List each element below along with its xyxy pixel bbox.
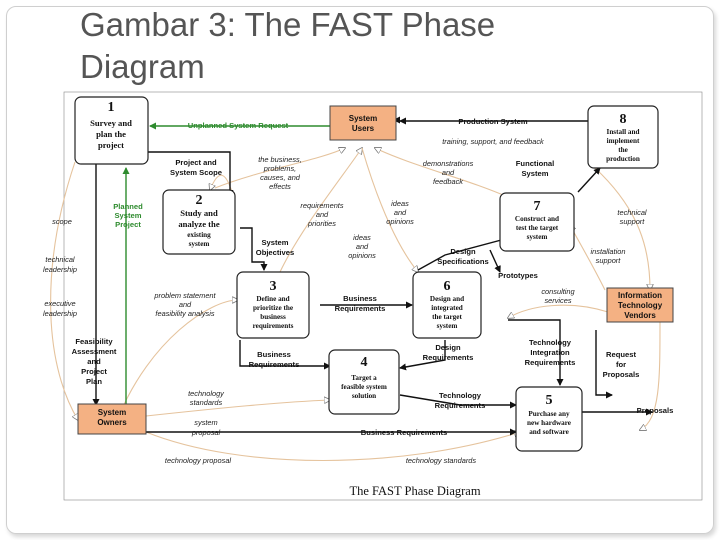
phase-8-line3: the (618, 146, 628, 154)
business-req-c-label: Business Requirements (360, 428, 448, 437)
consulting-services-line1: consulting (541, 287, 575, 296)
functional-system-line1: Functional (515, 159, 555, 168)
system-objectives-line2: Objectives (255, 248, 295, 257)
phase-3-box (237, 272, 309, 338)
planned-project-line2: System (114, 211, 142, 220)
phase-7-line1: Construct and (514, 215, 560, 223)
technical-support-line2: support (619, 217, 645, 226)
ideas-opinions-2-line3: opinions (348, 251, 376, 260)
technology-standards-b-label: technology standards (405, 456, 477, 465)
phase-1-box (75, 97, 148, 164)
feasibility-line1: Feasibility (75, 337, 113, 346)
technology-proposal-label: technology proposal (164, 456, 232, 465)
phase-5-line3: and software (529, 428, 569, 436)
it-vendors-line2: Technology (617, 301, 663, 310)
installation-support-line2: support (595, 256, 621, 265)
problem-statement-line2: and (178, 300, 192, 309)
tech-integration-line2: Integration (530, 348, 570, 357)
it-vendors-box (607, 288, 673, 322)
phase-2-box (163, 190, 235, 254)
phase-3-line4: requirements (252, 322, 294, 330)
installation-support-line1: installation (590, 247, 626, 256)
functional-system-line2: System (521, 169, 549, 178)
demonstrations-line3: feedback (433, 177, 463, 186)
tech-requirements-line1: Technology (438, 391, 482, 400)
demonstrations-line1: demonstrations (422, 159, 474, 168)
phase-2-line1: Study and (180, 208, 218, 218)
slide-title-line2: Diagram (80, 48, 205, 85)
it-vendors-line1: Information (618, 291, 662, 300)
proposals-label: Proposals (636, 406, 674, 415)
business-problems-line4: effects (269, 182, 291, 191)
req-priorities-line3: priorities (308, 219, 336, 228)
phase-3-line2: prioritize the (252, 304, 294, 312)
business-req-b-line2: Requirements (248, 360, 300, 369)
request-proposals-line1: Request (606, 350, 636, 359)
phase-8-number: 8 (619, 112, 627, 127)
consulting-services-line2: services (544, 296, 572, 305)
tech-integration-line1: Technology (528, 338, 572, 347)
phase-4-line2: feasible system (341, 383, 387, 391)
phase-6-line2: integrated (431, 304, 463, 312)
demonstrations-line2: and (441, 168, 455, 177)
business-req-a-line2: Requirements (334, 304, 386, 313)
ideas-opinions-2-line1: ideas (353, 233, 371, 242)
phase-2-line2: analyze the (178, 219, 220, 229)
ideas-opinions-1-line3: opinions (386, 217, 414, 226)
design-specs-line1: Design (450, 247, 476, 256)
feasibility-line3: and (87, 357, 101, 366)
ideas-opinions-1-line1: ideas (391, 199, 409, 208)
it-vendors-line3: Vendors (624, 311, 656, 320)
phase-7-number: 7 (533, 199, 541, 214)
system-users-box (330, 106, 396, 140)
green-flows (126, 126, 330, 405)
phase-1-line3: project (97, 140, 125, 150)
phase-6-line4: system (436, 322, 458, 330)
project-scope-line2: System Scope (170, 168, 222, 177)
feasibility-line2: Assessment (71, 347, 117, 356)
phase-8-line4: production (606, 155, 640, 163)
phase-8-line1: Install and (606, 128, 640, 136)
phase-4-line3: solution (351, 392, 377, 400)
business-req-b-line1: Business (257, 350, 291, 359)
system-owners-line1: System (97, 408, 127, 417)
phase-6-line1: Design and (429, 295, 465, 303)
phase-5-line2: new hardware (527, 419, 571, 427)
problem-statement-line3: feasibility analysis (155, 309, 215, 318)
system-objectives-line1: System (261, 238, 289, 247)
feasibility-line5: Plan (85, 377, 103, 386)
technical-leadership-line1: technical (45, 255, 75, 264)
design-req-line2: Requirements (422, 353, 474, 362)
problem-statement-line1: problem statement (154, 291, 216, 300)
planned-project-line1: Planned (113, 202, 143, 211)
request-proposals-line2: for (615, 360, 627, 369)
production-system-label: Production System (458, 117, 528, 126)
phase-1-line1: Survey and (90, 118, 132, 128)
system-proposal-line1: system (194, 418, 218, 427)
tech-standards-a-line1: technology (188, 389, 224, 398)
technical-leadership-line2: leadership (42, 265, 78, 274)
phase-8-box (588, 106, 658, 168)
phase-3-line1: Define and (256, 295, 290, 303)
design-specs-line2: Specifications (437, 257, 489, 266)
executive-leadership-line1: executive (44, 299, 76, 308)
phase-6-number: 6 (443, 279, 451, 294)
phase-5-box (516, 387, 582, 451)
phase-1-line2: plan the (96, 129, 126, 139)
scope-label: scope (52, 217, 72, 226)
training-label: training, support, and feedback (442, 137, 544, 146)
ideas-opinions-2-line2: and (355, 242, 369, 251)
phase-8-line2: implement (606, 137, 640, 145)
prototypes-label: Prototypes (498, 271, 538, 280)
request-proposals-line3: Proposals (602, 370, 640, 379)
phase-1-number: 1 (107, 100, 115, 115)
system-owners-box (78, 404, 146, 434)
phase-2-line4: system (188, 240, 210, 248)
phase-6-line3: the target (432, 313, 462, 321)
req-priorities-line1: requirements (300, 201, 344, 210)
phase-6-box (413, 272, 481, 338)
phase-7-line3: system (526, 233, 548, 241)
business-problems-line2: problems, (263, 164, 297, 173)
unplanned-request-label: Unplanned System Request (187, 121, 289, 130)
phase-4-line1: Target a (351, 374, 377, 382)
diagram-caption: The FAST Phase Diagram (349, 484, 481, 498)
phase-5-number: 5 (545, 393, 553, 408)
system-users-line2: Users (351, 124, 375, 133)
system-proposal-line2: proposal (191, 428, 221, 437)
tech-integration-line3: Requirements (524, 358, 576, 367)
phase-4-box (329, 350, 399, 414)
business-req-a-line1: Business (343, 294, 377, 303)
project-scope-line1: Project and (175, 158, 217, 167)
phase-5-line1: Purchase any (528, 410, 570, 418)
slide-title-line1: Gambar 3: The FAST Phase (80, 6, 496, 43)
business-problems-line3: causes, and (260, 173, 300, 182)
tech-requirements-line2: Requirements (434, 401, 486, 410)
planned-project-line3: Project (115, 220, 141, 229)
tech-standards-a-line2: standards (189, 398, 223, 407)
system-users-line1: System (348, 114, 378, 123)
req-priorities-line2: and (315, 210, 329, 219)
system-owners-line2: Owners (97, 418, 127, 427)
ideas-opinions-1-line2: and (393, 208, 407, 217)
phase-3-number: 3 (269, 279, 277, 294)
phase-4-number: 4 (360, 355, 368, 370)
phase-3-line3: business (260, 313, 286, 321)
business-problems-line1: the business, (258, 155, 302, 164)
technical-support-line1: technical (617, 208, 647, 217)
executive-leadership-line2: leadership (42, 309, 78, 318)
phase-7-line2: test the target (515, 224, 559, 232)
design-req-line1: Design (435, 343, 461, 352)
phase-2-number: 2 (195, 193, 203, 208)
phase-2-line3: existing (187, 231, 211, 239)
phase-7-box (500, 193, 574, 251)
feasibility-line4: Project (81, 367, 107, 376)
